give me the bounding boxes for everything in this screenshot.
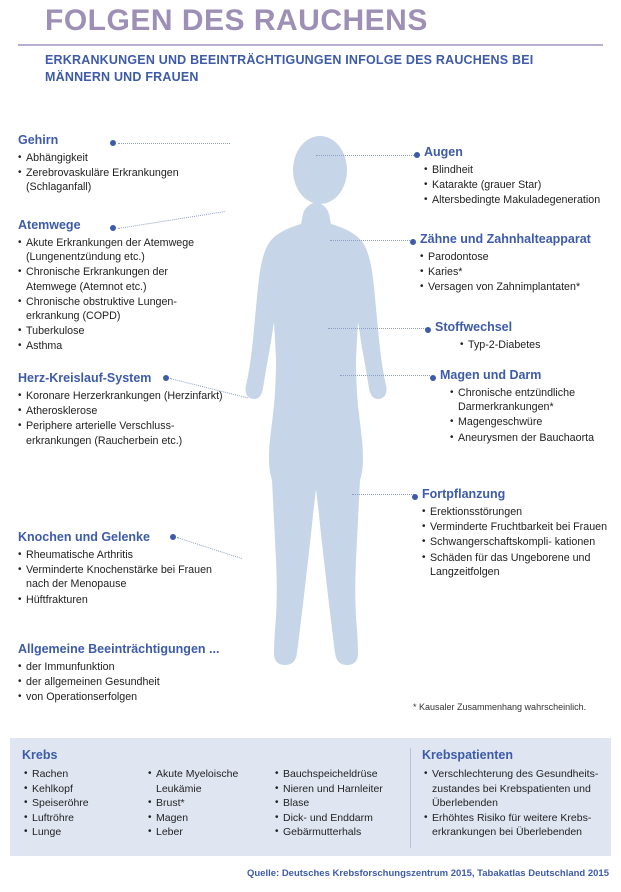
leader-line-fortpflanzung (352, 494, 414, 495)
panel-heading-krebspatienten: Krebspatienten (422, 748, 513, 762)
list-item: • der Immunfunktion (18, 660, 248, 674)
list-item: • Koronare Herzerkrankungen (Herzinfarkt) (18, 389, 223, 403)
connector-dot-fortpflanzung (412, 494, 418, 500)
section-atemwege (18, 218, 218, 355)
section-heading: Gehirn (18, 133, 59, 147)
section-list (18, 236, 218, 354)
list-item: • Speiseröhre (24, 796, 144, 811)
cancer-list-col1 (24, 767, 144, 840)
list-item: • Zerebrovaskuläre Erkrankungen (Schlaganfall) (18, 166, 218, 194)
list-item: • Nieren und Harnleiter (275, 782, 415, 797)
page-subtitle: ERKRANKUNGEN UND BEEINTRÄCHTIGUNGEN INFOLGE DES RAUCHENS BEI MÄNNERN UND FRAUEN (45, 53, 534, 84)
section-heading: Stoffwechsel (435, 320, 513, 334)
list-item: • Chronische Erkrankungen der Atemwege (Atemnot etc.) (18, 265, 218, 293)
list-item: • Aneurysmen der Bauchaorta (450, 431, 615, 445)
section-list (18, 548, 223, 607)
footnote: * Kausaler Zusammenhang wahrscheinlich. (413, 702, 587, 712)
list-item: • Chronische entzündliche Darmerkrankungen* (450, 386, 615, 414)
section-zaehne (420, 232, 615, 296)
list-item: • Parodontose (420, 250, 615, 264)
section-augen (424, 145, 614, 209)
section-list (18, 151, 218, 195)
list-item: • Brust* (148, 796, 273, 811)
list-item: • Schäden für das Ungeborene und Langzeitfolgen (422, 551, 612, 579)
list-item: • Rheumatische Arthritis (18, 548, 223, 562)
human-body-silhouette (228, 130, 413, 730)
section-magen-darm (440, 368, 615, 446)
section-list (18, 389, 223, 448)
connector-dot-augen (414, 152, 420, 158)
connector-dot-herz (163, 375, 169, 381)
section-heading: Magen und Darm (440, 368, 542, 382)
list-item: • Hüftfrakturen (18, 593, 223, 607)
section-knochen-gelenke (18, 530, 223, 608)
list-item: • Versagen von Zahnimplantaten* (420, 280, 615, 294)
list-item: • Katarakte (grauer Star) (424, 178, 614, 192)
list-item: • Verminderte Knochenstärke bei Frauen nach der Menopause (18, 563, 223, 591)
section-list (435, 338, 615, 352)
list-item: • Blase (275, 796, 415, 811)
leader-line-magen (340, 375, 430, 376)
cancer-list-col3 (275, 767, 415, 840)
list-item: • Periphere arterielle Verschluss- erkrankungen (Raucherbein etc.) (18, 419, 223, 447)
list-item: • Gebärmutterhals (275, 825, 415, 840)
section-heading: Allgemeine Beeinträchtigungen ... (18, 642, 220, 656)
list-item: • Erhöhtes Risiko für weitere Krebs- erkrankungen bei Überlebenden (424, 811, 606, 840)
list-item: • Abhängigkeit (18, 151, 218, 165)
section-heading: Zähne und Zahnhalteapparat (420, 232, 591, 246)
section-list (18, 660, 248, 705)
section-list (424, 163, 614, 208)
list-item: • Chronische obstruktive Lungen- erkrankung (COPD) (18, 295, 218, 323)
section-heading: Herz-Kreislauf-System (18, 371, 152, 385)
patients-list (424, 767, 606, 840)
list-item: • Akute Erkrankungen der Atemwege (Lungenentzündung etc.) (18, 236, 218, 264)
section-gehirn (18, 133, 218, 196)
list-item: • Tuberkulose (18, 324, 218, 338)
leader-line-stoffwechsel (328, 328, 428, 329)
panel-divider (410, 748, 411, 848)
section-heading: Atemwege (18, 218, 81, 232)
list-item: • Lunge (24, 825, 144, 840)
section-fortpflanzung (422, 487, 612, 580)
list-item: • Karies* (420, 265, 615, 279)
section-heading: Fortpflanzung (422, 487, 506, 501)
list-item: • Erektionsstörungen (422, 505, 612, 519)
list-item: • Verschlechterung des Gesundheits- zustandes bei Krebspatienten und Überlebenden (424, 767, 606, 811)
list-item: • Kehlkopf (24, 782, 144, 797)
section-heading: Augen (424, 145, 463, 159)
cancer-list-col2 (148, 767, 273, 840)
list-item: • Dick- und Enddarm (275, 811, 415, 826)
section-stoffwechsel (435, 320, 615, 353)
title-divider (18, 44, 603, 46)
connector-dot-zaehne (410, 239, 416, 245)
leader-line-zaehne (330, 240, 412, 241)
list-item: • Asthma (18, 339, 218, 353)
list-item: • Altersbedingte Makuladegeneration (424, 193, 614, 207)
list-item: • Typ-2-Diabetes (460, 338, 615, 352)
panel-heading-krebs: Krebs (22, 748, 58, 762)
list-item: • Luftröhre (24, 811, 144, 826)
list-item: • Blindheit (424, 163, 614, 177)
connector-dot-knochen (170, 534, 176, 540)
page-title: FOLGEN DES RAUCHENS (45, 4, 428, 37)
section-list (440, 386, 615, 445)
connector-dot-atemwege (110, 225, 116, 231)
list-item: • Verminderte Fruchtbarkeit bei Frauen (422, 520, 612, 534)
source-credit: Quelle: Deutsches Krebsforschungszentrum 2015, Tabakatlas Deutschland 2015 (246, 868, 609, 879)
list-item: • Atherosklerose (18, 404, 223, 418)
list-item: • der allgemeinen Gesundheit (18, 675, 248, 689)
list-item: • Magen (148, 811, 273, 826)
list-item: • Rachen (24, 767, 144, 782)
section-allgemeine-beeintraechtigungen (18, 642, 248, 706)
list-item: • Leber (148, 825, 273, 840)
list-item: • Akute Myeloische Leukämie (148, 767, 273, 796)
list-item: • Bauchspeicheldrüse (275, 767, 415, 782)
section-list (422, 505, 612, 579)
list-item: • Magengeschwüre (450, 415, 615, 429)
list-item: • von Operationserfolgen (18, 690, 248, 704)
connector-dot-magen (430, 375, 436, 381)
leader-line-augen (316, 155, 416, 156)
connector-dot-stoffwechsel (425, 327, 431, 333)
connector-dot-gehirn (110, 140, 116, 146)
list-item: • Schwangerschaftskompli- kationen (422, 535, 612, 549)
section-herz-kreislauf (18, 371, 223, 449)
section-heading: Knochen und Gelenke (18, 530, 150, 544)
section-list (420, 250, 615, 295)
